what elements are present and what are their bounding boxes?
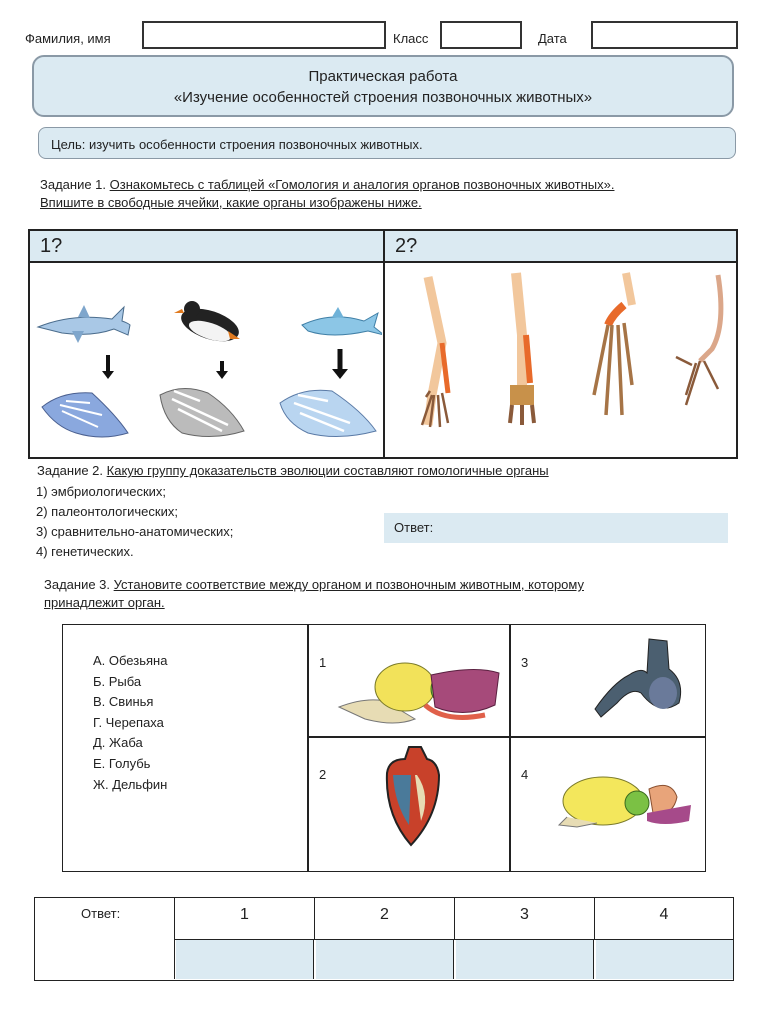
frog-brain-image bbox=[335, 645, 505, 729]
grid-divider-v2 bbox=[509, 625, 511, 871]
human-arm-skeleton bbox=[422, 277, 448, 427]
animal-item: Д. Жаба bbox=[93, 735, 143, 751]
title-box bbox=[32, 55, 734, 117]
animal-item: Ж. Дельфин bbox=[93, 776, 168, 792]
task3-text bbox=[44, 576, 744, 612]
answer-col-header: 4 bbox=[595, 898, 733, 940]
cell-number: 2 bbox=[319, 767, 327, 782]
answer-label: Ответ: bbox=[81, 906, 121, 921]
animal-item: В. Свинья bbox=[93, 694, 154, 710]
animal-list bbox=[93, 651, 167, 795]
class-input[interactable] bbox=[440, 21, 522, 49]
bird-wing-skeleton bbox=[676, 275, 721, 405]
animal-item: Б. Рыба bbox=[93, 673, 142, 689]
col2-header: 2? bbox=[385, 231, 736, 263]
task2-prefix: Задание 2. bbox=[37, 463, 107, 478]
class-label: Класс bbox=[393, 31, 429, 46]
task3-grid bbox=[62, 624, 706, 872]
pig-leg-skeleton bbox=[510, 273, 534, 425]
dolphin-fin-skeleton bbox=[280, 390, 376, 436]
task2-options bbox=[36, 482, 233, 562]
aquatic-animals-image bbox=[32, 265, 382, 457]
task1-prefix: Задание 1. bbox=[40, 177, 110, 192]
task3-prefix: Задание 3. bbox=[44, 577, 114, 592]
animal-item: Е. Голубь bbox=[93, 755, 151, 771]
answer-input-cell-3[interactable] bbox=[456, 940, 594, 979]
date-label: Дата bbox=[538, 31, 567, 46]
task2-text bbox=[37, 462, 737, 480]
task2-option: 4) генетических. bbox=[36, 544, 134, 559]
task1-line2: Впишите в свободные ячейки, какие органы изображены ниже. bbox=[40, 195, 422, 210]
limb-skeletons-image bbox=[386, 265, 736, 457]
col1-header: 1? bbox=[30, 231, 385, 263]
task2-option: 3) сравнительно-анатомических; bbox=[36, 524, 234, 539]
answer-col-header: 1 bbox=[175, 898, 315, 940]
penguin-flipper-skeleton bbox=[160, 388, 244, 436]
name-input[interactable] bbox=[142, 21, 386, 49]
date-input[interactable] bbox=[591, 21, 738, 49]
task3-line2: принадлежит орган. bbox=[44, 595, 165, 610]
task2-question: Какую группу доказательств эволюции составляют гомологичные органы bbox=[106, 463, 549, 478]
answer-table bbox=[34, 897, 734, 981]
task1-table bbox=[28, 229, 738, 459]
task2-answer-field[interactable]: Ответ: bbox=[384, 513, 728, 543]
task1-text bbox=[40, 176, 740, 212]
bat-wing-skeleton bbox=[594, 273, 632, 415]
pigeon-brain-image bbox=[553, 761, 693, 841]
cell-number: 1 bbox=[319, 655, 327, 670]
animal-item: Г. Черепаха bbox=[93, 714, 164, 730]
cell-number: 4 bbox=[521, 767, 529, 782]
goal-box: Цель: изучить особенности строения позвоночных животных. bbox=[38, 127, 736, 159]
task2-option: 1) эмбриологических; bbox=[36, 484, 167, 499]
grid-divider-v1 bbox=[307, 625, 309, 871]
penguin-illustration bbox=[174, 301, 243, 348]
title-line1: Практическая работа bbox=[308, 68, 458, 85]
animal-item: А. Обезьяна bbox=[93, 653, 168, 668]
task1-line1: Ознакомьтесь с таблицей «Гомология и аналогия органов позвоночных животных». bbox=[109, 177, 615, 192]
grid-divider-h bbox=[307, 736, 705, 738]
task2-option: 2) палеонтологических; bbox=[36, 504, 178, 519]
fish-brain-image bbox=[589, 633, 689, 723]
title-line2: «Изучение особенностей строения позвоночных животных» bbox=[173, 89, 593, 106]
answer-col-header: 3 bbox=[455, 898, 595, 940]
cell-number: 3 bbox=[521, 655, 529, 670]
shark-illustration bbox=[38, 305, 130, 343]
answer-input-cell-2[interactable] bbox=[316, 940, 454, 979]
dolphin-illustration bbox=[302, 307, 382, 335]
task3-line1: Установите соответствие между органом и позвоночным животным, которому bbox=[113, 577, 584, 592]
shark-fin-skeleton bbox=[42, 393, 128, 437]
name-label: Фамилия, имя bbox=[25, 31, 111, 46]
answer-col-header: 2 bbox=[315, 898, 455, 940]
heart-image bbox=[381, 745, 447, 849]
answer-input-cell-1[interactable] bbox=[176, 940, 314, 979]
answer-input-cell-4[interactable] bbox=[596, 940, 733, 979]
answer-label-cell bbox=[35, 898, 175, 979]
table-divider bbox=[383, 231, 385, 457]
